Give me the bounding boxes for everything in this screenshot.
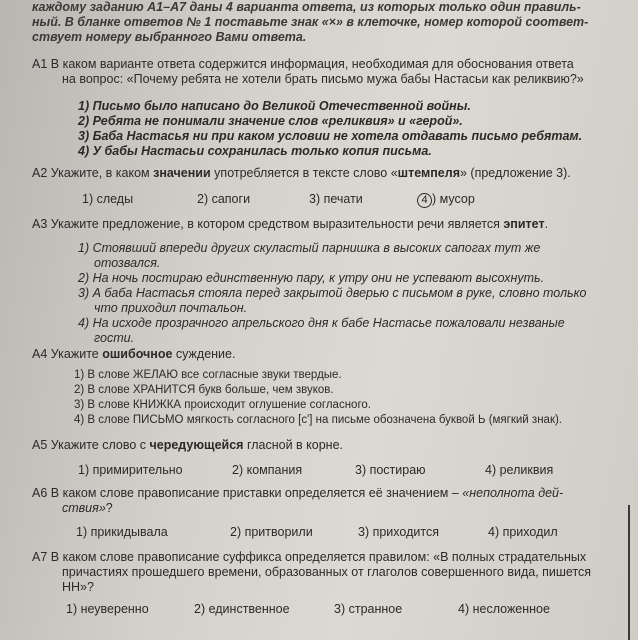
question-number: А3 [32, 217, 48, 231]
answer-option: 3) А баба Настасья стояла перед закрытой дверью с письмом в руке, словно только что приходил почтальон. [78, 286, 587, 315]
stem-text: В каком слове правописание приставки определяется её значением – [50, 486, 459, 500]
answer-options [32, 192, 617, 208]
answer-option: 1) примирительно [78, 463, 183, 477]
stem-text: гласной в корне. [246, 438, 343, 452]
stem-text: В каком варианте ответа содержится информация, необходимая для обоснования ответа [50, 57, 574, 71]
question-number: А6 [32, 486, 48, 500]
answer-option: 1) Стоявший впереди других скуластый парнишка в высоких сапогах тут же отозвался. [78, 241, 541, 270]
answer-option: 2) В слове ХРАНИТСЯ букв больше, чем звуков. [74, 384, 334, 396]
circled-mark: 4 [417, 193, 432, 208]
question-a3 [32, 217, 617, 346]
answer-option: 2) притворили [230, 525, 313, 539]
question-stem [32, 166, 617, 181]
question-stem [32, 57, 617, 87]
instructions-line: каждому заданию А1–А7 даны 4 варианта ответа, из которых только один правиль- [32, 0, 581, 14]
stem-emphasis: чередующейся [149, 438, 244, 452]
answer-option: 3) приходится [358, 525, 439, 539]
question-number: А2 [32, 166, 48, 180]
question-a1 [32, 57, 617, 159]
stem-text: причастиях прошедшего времени, образованных от глаголов совершенного вида, пишется [62, 565, 592, 579]
answer-options [32, 525, 617, 540]
stem-text: Укажите предложение, в котором средством выразительности речи является [50, 217, 500, 231]
question-number: А1 [32, 57, 48, 71]
stem-text: НН»? [62, 580, 94, 594]
question-number: А4 [32, 347, 48, 361]
question-stem [32, 347, 617, 362]
answer-option: 3) Баба Настасья ни при каком условии не хотела отдавать письмо ребятам. [78, 129, 583, 143]
page-edge-line [628, 505, 630, 640]
answer-option: 1) следы [82, 192, 134, 206]
answer-option: 4) реликвия [485, 463, 554, 477]
question-stem: А3 Укажите предложение, в котором средством выразительности речи является эпитет. [32, 217, 549, 231]
question-a7 [32, 550, 617, 617]
answer-options [32, 463, 617, 478]
answer-option: 2) единственное [194, 602, 290, 616]
answer-option: 1) Письмо было написано до Великой Отечественной войны. [78, 99, 471, 113]
stem-emphasis: значении [153, 166, 211, 180]
stem-text: Укажите слово с [50, 438, 147, 452]
answer-option: 1) неуверенно [66, 602, 149, 616]
stem-text: на вопрос: «Почему ребята не хотели брать письмо мужа бабы Настасьи как реликвию?» [62, 72, 584, 86]
instructions [32, 0, 612, 45]
question-stem [32, 550, 617, 595]
instructions-line: ный. В бланке ответов № 1 поставьте знак «×» в клеточке, номер которой соответ- [32, 15, 589, 29]
answer-option: 4) приходил [488, 525, 558, 539]
stem-text: » (предложение 3). [459, 166, 571, 180]
question-number: А7 [32, 550, 48, 564]
stem-emphasis: «неполнота дей- [462, 486, 564, 500]
answer-option: 2) компания [232, 463, 303, 477]
stem-emphasis: штемпеля [397, 166, 460, 180]
stem-emphasis: эпитет [503, 217, 545, 231]
stem-text: употребляется в тексте слово « [214, 166, 398, 180]
stem-text: Укажите, в каком [50, 166, 150, 180]
answer-option: 2) сапоги [197, 192, 251, 206]
question-a2 [32, 166, 617, 208]
instructions-line: ствует номеру выбранного Вами ответа. [32, 30, 307, 44]
answer-options [32, 368, 617, 428]
stem-text: Укажите [50, 347, 99, 361]
answer-option: 1) прикидывала [76, 525, 168, 539]
stem-text: В каком слове правописание суффикса определяется правилом: «В полных страдательных [50, 550, 587, 564]
answer-option: 3) печати [309, 192, 363, 206]
question-stem [32, 438, 617, 453]
answer-option: 3) В слове КНИЖКА происходит оглушение согласного. [74, 399, 371, 411]
answer-option: 2) Ребята не понимали значение слов «реликвия» и «герой». [78, 114, 463, 128]
answer-option: 4) На исходе прозрачного апрельского дня к бабе Настасье пожаловали незваные гости. [78, 316, 565, 345]
answer-options [32, 602, 617, 617]
answer-option: 4) В слове ПИСЬМО мягкость согласного [с'] на письме обозначена буквой Ь (мягкий знак). [74, 414, 562, 426]
answer-option: 2) На ночь постираю единственную пару, к утру они не успевают высохнуть. [78, 271, 545, 285]
stem-emphasis: ошибочное [102, 347, 173, 361]
answer-options [32, 99, 617, 159]
answer-text: мусор [439, 192, 475, 206]
question-a4 [32, 347, 617, 428]
stem-emphasis: ствия» [62, 501, 106, 515]
answer-option: 1) В слове ЖЕЛАЮ все согласные звуки твердые. [74, 369, 342, 381]
worksheet-page [14, 0, 614, 640]
question-a5 [32, 438, 617, 478]
answer-option: 4) У бабы Настасьи сохранилась только копия письма. [78, 144, 432, 158]
stem-text: ? [105, 501, 113, 515]
answer-option: 3) постираю [355, 463, 426, 477]
answer-option-selected: 4 ) мусор [417, 192, 475, 208]
question-a6 [32, 486, 617, 540]
stem-text: суждение. [175, 347, 236, 361]
answer-option: 3) странное [334, 602, 403, 616]
question-stem [32, 486, 617, 516]
answer-options [32, 241, 592, 346]
answer-option: 4) несложенное [458, 602, 550, 616]
question-number: А5 [32, 438, 48, 452]
